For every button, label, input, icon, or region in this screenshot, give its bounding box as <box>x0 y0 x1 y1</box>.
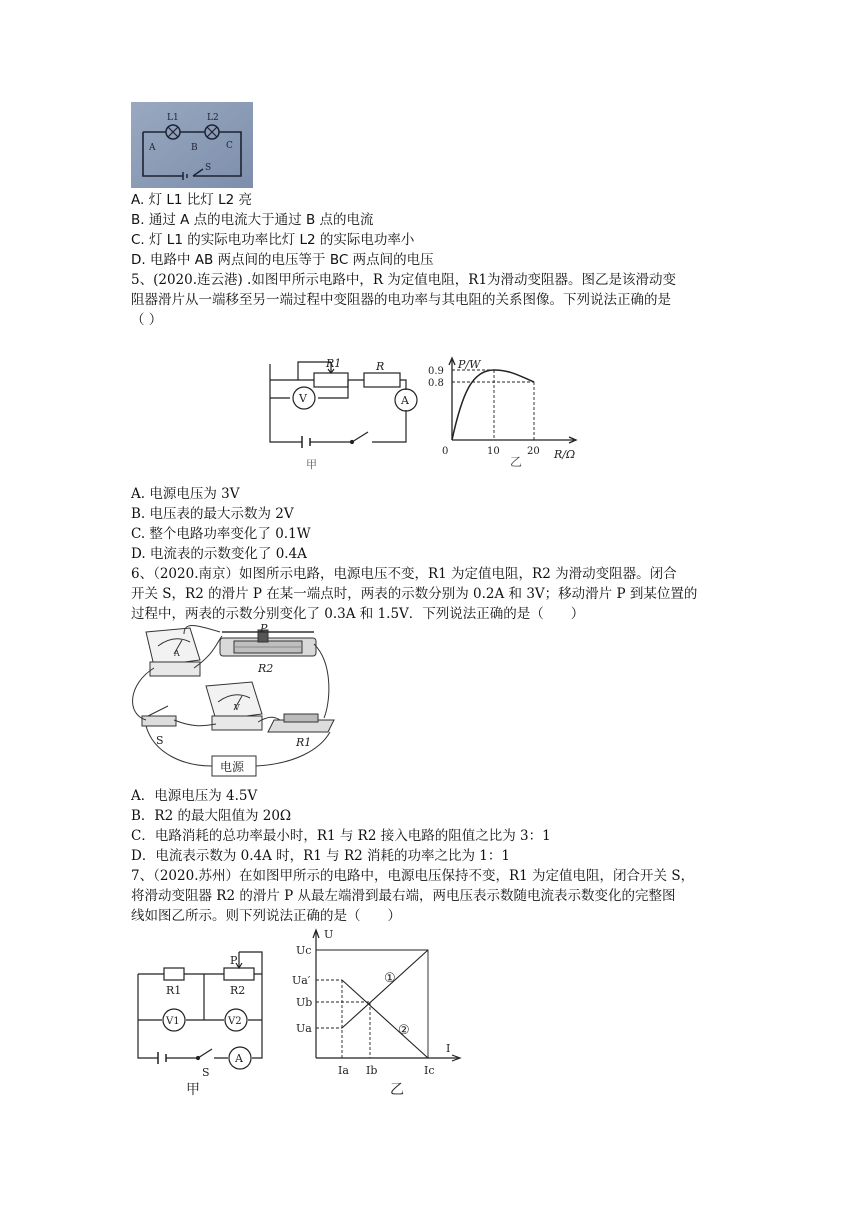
q4-label-l2: L2 <box>207 113 219 123</box>
q7-label-v2: V2 <box>228 1016 242 1027</box>
q4-option-a: A. 灯 L1 比灯 L2 亮 <box>131 192 252 208</box>
q5-circuit-caption: 甲 <box>306 458 317 471</box>
q7-ui-graph <box>286 920 470 1098</box>
q5-graph-x-label: R/Ω <box>554 448 576 461</box>
q6-label-s: S <box>156 734 164 747</box>
q7-label-a: A <box>235 1052 243 1065</box>
q5-label-r: R <box>376 360 385 373</box>
q7-graph-y-label: U <box>324 928 334 941</box>
q7-graph-x-tick-ic: Ic <box>424 1064 435 1077</box>
q5-graph-x-tick-0: 0 <box>442 446 449 457</box>
q7-stem-line2: 将滑动变阻器 R2 的滑片 P 从最左端滑到最右端，两电压表示数随电流表示数变化的完整图 <box>131 888 676 904</box>
q6-label-p: P <box>260 624 268 635</box>
q7-graph-y-tick-uc: Uc <box>296 944 312 957</box>
q6-stem-line2: 开关 S，R2 的滑片 P 在某一端点时，两表的示数分别为 0.2A 和 3V；移动滑片 P 到某位置的 <box>131 586 698 602</box>
q4-option-b: B. 通过 A 点的电流大于通过 B 点的电流 <box>131 212 374 228</box>
q4-label-a: A <box>149 143 156 153</box>
q6-apparatus-diagram <box>124 624 350 784</box>
q7-stem-line3: 线如图乙所示。则下列说法正确的是（ ） <box>131 908 401 924</box>
q5-graph-y-tick-09: 0.9 <box>428 366 444 377</box>
q4-label-b: B <box>191 143 198 153</box>
q5-graph-y-tick-08: 0.8 <box>428 378 444 389</box>
q5-stem-line3: （ ） <box>131 312 163 328</box>
q4-option-d: D. 电路中 AB 两点间的电压等于 BC 两点间的电压 <box>131 252 434 268</box>
q5-graph-caption: 乙 <box>510 455 523 469</box>
q5-label-r1: R1 <box>326 357 342 370</box>
q7-graph-y-tick-ua-prime: Ua′ <box>292 974 311 987</box>
q6-option-a: A．电源电压为 4.5V <box>131 788 258 804</box>
q6-option-c: C．电路消耗的总功率最小时，R1 与 R2 接入电路的阻值之比为 3：1 <box>131 828 551 844</box>
q6-option-b: B．R2 的最大阻值为 20Ω <box>131 808 292 824</box>
q6-label-r2: R2 <box>258 662 274 675</box>
q7-circuit-diagram <box>130 948 280 1098</box>
q7-label-r2: R2 <box>230 984 246 997</box>
q5-option-a: A. 电源电压为 3V <box>131 486 240 502</box>
q5-circuit-diagram <box>262 352 438 478</box>
q5-option-b: B. 电压表的最大示数为 2V <box>131 506 294 522</box>
q6-option-d: D．电流表示数为 0.4A 时，R1 与 R2 消耗的功率之比为 1：1 <box>131 848 510 864</box>
q5-option-d: D. 电流表的示数变化了 0.4A <box>131 546 307 562</box>
q5-stem-line2: 阻器滑片从一端移至另一端过程中变阻器的电功率与其电阻的关系图像。下列说法正确的是 <box>131 292 671 308</box>
q7-label-r1: R1 <box>166 984 182 997</box>
q5-power-graph <box>424 354 592 480</box>
q7-graph-caption: 乙 <box>390 1082 404 1098</box>
q7-graph-x-tick-ia: Ia <box>338 1064 349 1077</box>
q7-circuit-caption: 甲 <box>186 1082 200 1098</box>
q7-label-p: P <box>230 954 238 967</box>
q7-graph-x-label: I <box>446 1042 451 1055</box>
q5-stem-line1: 5、(2020.连云港) .如图甲所示电路中，R 为定值电阻，R1为滑动变阻器。图乙是该滑动变 <box>131 272 677 288</box>
q6-label-r1: R1 <box>296 736 312 749</box>
q7-graph-line-label-1: ① <box>384 971 396 986</box>
q6-label-ammeter: A <box>174 649 180 658</box>
q6-label-voltmeter: V <box>234 703 240 712</box>
q5-graph-y-label: P/W <box>458 358 481 371</box>
q5-option-c: C. 整个电路功率变化了 0.1W <box>131 526 311 542</box>
q6-stem-line1: 6、（2020.南京）如图所示电路，电源电压不变，R1 为定值电阻，R2 为滑动变阻器。闭合 <box>131 566 677 582</box>
q7-graph-y-tick-ub: Ub <box>296 996 313 1009</box>
q7-graph-line-label-2: ② <box>398 1023 410 1038</box>
q7-graph-x-tick-ib: Ib <box>366 1064 378 1077</box>
q5-label-v: V <box>299 392 307 405</box>
q7-graph-y-tick-ua: Ua <box>296 1022 312 1035</box>
q5-graph-x-tick-20: 20 <box>527 446 540 457</box>
q5-graph-x-tick-10: 10 <box>487 446 500 457</box>
q4-label-l1: L1 <box>167 113 179 123</box>
q4-option-c: C. 灯 L1 的实际电功率比灯 L2 的实际电功率小 <box>131 232 415 248</box>
q4-label-c: C <box>226 141 233 151</box>
q4-label-s: S <box>205 163 212 173</box>
q5-label-a: A <box>401 394 409 407</box>
q6-label-source: 电源 <box>220 760 245 774</box>
q7-label-s: S <box>202 1066 210 1079</box>
q6-stem-line3: 过程中，两表的示数分别变化了 0.3A 和 1.5V．下列说法正确的是（ ） <box>131 606 585 622</box>
q7-label-v1: V1 <box>166 1016 180 1027</box>
q4-circuit-photo <box>131 102 253 188</box>
q7-stem-line1: 7、（2020.苏州）在如图甲所示的电路中，电源电压保持不变，R1 为定值电阻，闭合开关 S， <box>131 868 695 884</box>
